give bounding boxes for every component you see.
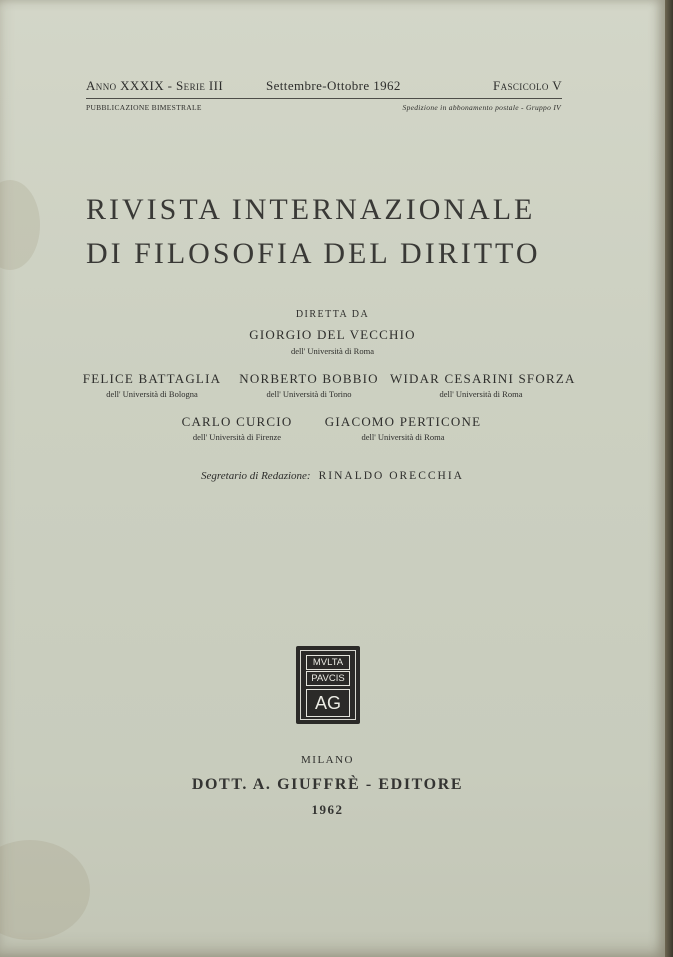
editor-affiliation: dell' Università di Firenze [192,432,282,442]
postal-note: Spedizione in abbonamento postale - Gruppo IV [402,103,561,112]
editor-name: NORBERTO BOBBIO [239,371,379,386]
editor-perticone [324,414,482,442]
journal-title-line1: RIVISTA INTERNAZIONALE [86,193,536,226]
issue-number: Fascicolo V [492,78,562,93]
publication-year: 1962 [311,802,344,817]
editor-name: CARLO CURCIO [181,414,293,429]
issue-year-series: Anno XXXIX - Serie III [86,78,224,93]
logo-motto-line1: MVLTA [306,655,350,670]
logo-motto-line2: PAVCIS [306,671,350,686]
secretary-label: Segretario di Redazione: [201,470,311,482]
journal-title-line2: DI FILOSOFIA DEL DIRITTO [86,237,541,270]
paper-stain [0,840,90,940]
logo-frame [300,650,356,720]
editor-affiliation: dell' Università di Bologna [106,389,198,399]
publisher-name: DOTT. A. GIUFFRÈ - EDITORE [191,776,464,793]
editor-affiliation: dell' Università di Roma [361,432,445,442]
editor-name: WIDAR CESARINI SFORZA [390,371,576,386]
page-edge-shadow [665,0,673,957]
editor-curcio [160,414,314,442]
editor-cesarini-sforza [390,371,576,399]
publisher-city: MILANO [301,754,354,766]
logo-monogram: AG [306,689,350,717]
header-rule [86,98,562,99]
editorial-secretary [0,466,665,484]
publisher-logo [296,646,360,724]
editor-name: GIACOMO PERTICONE [324,414,482,429]
secretary-name: RINALDO ORECCHIA [318,470,464,482]
editor-battaglia [78,371,226,399]
publication-frequency: PUBBLICAZIONE BIMESTRALE [86,103,202,112]
editor-affiliation: dell' Università di Torino [266,389,352,399]
director-affiliation: dell' Università di Roma [291,346,374,356]
editor-name: FELICE BATTAGLIA [82,371,222,386]
editor-bobbio [234,371,384,399]
editor-affiliation: dell' Università di Roma [439,389,523,399]
director-name: GIORGIO DEL VECCHIO [249,327,416,342]
paper-stain [0,180,40,270]
issue-date: Settembre-Ottobre 1962 [266,78,401,93]
directed-by-label: DIRETTA DA [295,309,370,320]
